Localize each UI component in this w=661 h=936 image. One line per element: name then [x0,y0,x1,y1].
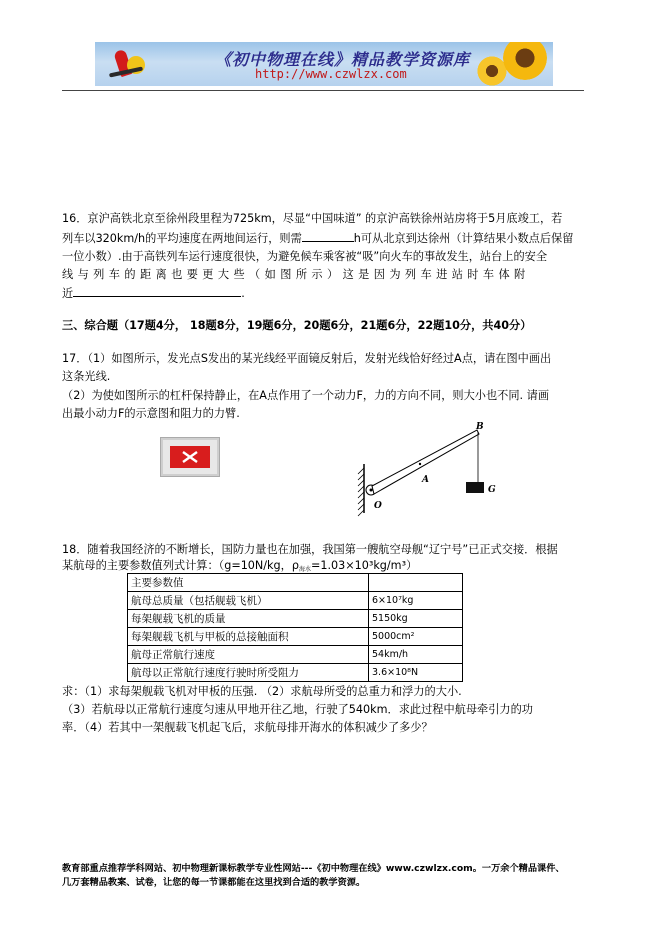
q18-line2-b: =1.03×10³kg/m³） [310,559,418,572]
param-name-cell: 航母以正常航行速度行驶时所受阻力 [128,664,369,682]
q16-line5-a: 近 [62,287,74,300]
label-A: A [422,475,429,485]
table-row [128,592,463,610]
pivot-point [370,489,373,492]
param-value-cell: 3.6×10⁸N [369,664,463,682]
q18-line1: 18．随着我国经济的不断增长，国防力量也在加强，我国第一艘航空母舰“辽宁号”已正式交接．根据 [62,543,558,556]
table-row [128,628,463,646]
q16-line5-b: . [241,287,245,300]
table-row [128,646,463,664]
param-value-cell: 6×10⁷kg [369,592,463,610]
footer-line1: 教育部重点推荐学科网站、初中物理新课标教学专业性网站---《初中物理在线》www.czwlzx.com。一万余个精品课件、 [62,863,565,874]
point-A-marker [419,463,421,465]
close-icon [170,446,210,468]
label-G: G [488,485,496,495]
param-value-cell: 5150kg [369,610,463,628]
rho-subscript: 海水 [298,566,311,573]
wall-hatching [358,468,364,516]
param-name-cell: 航母总质量（包括舰载飞机） [128,592,369,610]
parameter-table [127,573,463,682]
missing-image-placeholder [160,437,220,477]
table-header-cell: 主要参数值 [128,574,369,592]
q18-ask1: 求：（1）求每架舰载飞机对甲板的压强. （2）求航母所受的总重力和浮力的大小. [62,685,462,698]
q17-line3: （2）为使如图所示的杠杆保持静止，在A点作用了一个动力F，力的方向不同，则大小也不同. 请画 [62,389,550,402]
answer-blank [302,229,354,242]
table-row [128,610,463,628]
table-header-cell-empty [369,574,463,592]
footer-line2: 几万套精品教案、试卷，让您的每一节课都能在这里找到合适的教学资源。 [62,877,366,888]
header-divider [62,90,584,91]
param-name-cell: 每架舰载飞机的质量 [128,610,369,628]
q16-line2-a: 列车以320km/h的平均速度在两地间运行，则需 [62,232,302,245]
footer [62,862,565,890]
q17-line2: 这条光线. [62,370,111,383]
q16-line2-b: h可从北京到达徐州（计算结果小数点后保留 [353,232,574,245]
banner-title: 《初中物理在线》精品教学资源库 [215,50,471,69]
label-B: B [476,422,484,432]
answer-blank [73,284,241,297]
lever-figure [350,420,500,520]
sunflower-icon [503,42,547,80]
q18-ask3: 率．（4）若其中一架舰载飞机起飞后，求航母排开海水的体积减少了多少？ [62,721,433,734]
header-banner [95,42,553,86]
table-header-row [128,574,463,592]
section-heading: 三、综合题（17题4分， 18题8分，19题6分，20题6分，21题6分，22题10分，共40分） [62,319,532,332]
q16-line3: 一位小数）.由于高铁列车运行速度很快，为避免候车乘客被“吸”向火车的事故发生，站台上的安全 [62,250,548,263]
param-value-cell: 5000cm² [369,628,463,646]
q16-line2 [62,229,573,249]
table-row [128,664,463,682]
weight-block [466,482,484,493]
q18-ask2: （3）若航母以正常航行速度匀速从甲地开往乙地，行驶了540km．求此过程中航母牵引力的功 [62,703,533,716]
q16-line4: 线与列车的距离也要更大些（如图所示）这是因为列车进站时车体附 [62,268,530,281]
q16-line1: 16．京沪高铁北京至徐州段里程为725km，尽显“中国味道” 的京沪高铁徐州站房将于5月底竣工，若 [62,212,563,225]
q16-line5 [62,284,245,304]
label-O: O [374,501,382,511]
q17-line1: 17．（1）如图所示，发光点S发出的某光线经平面镜反射后，发射光线恰好经过A点，请在图中画出 [62,352,552,365]
banner-url: http://www.czwlzx.com [255,67,407,81]
param-name-cell: 每架舰载飞机与甲板的总接触面积 [128,628,369,646]
q18-line2-a: 某航母的主要参数值列式计算：（g=10N/kg，ρ [62,559,299,572]
param-value-cell: 54km/h [369,646,463,664]
placeholder-fill [170,446,210,468]
q17-line4: 出最小动力F的示意图和阻力的力臂. [62,407,240,420]
param-name-cell: 航母正常航行速度 [128,646,369,664]
